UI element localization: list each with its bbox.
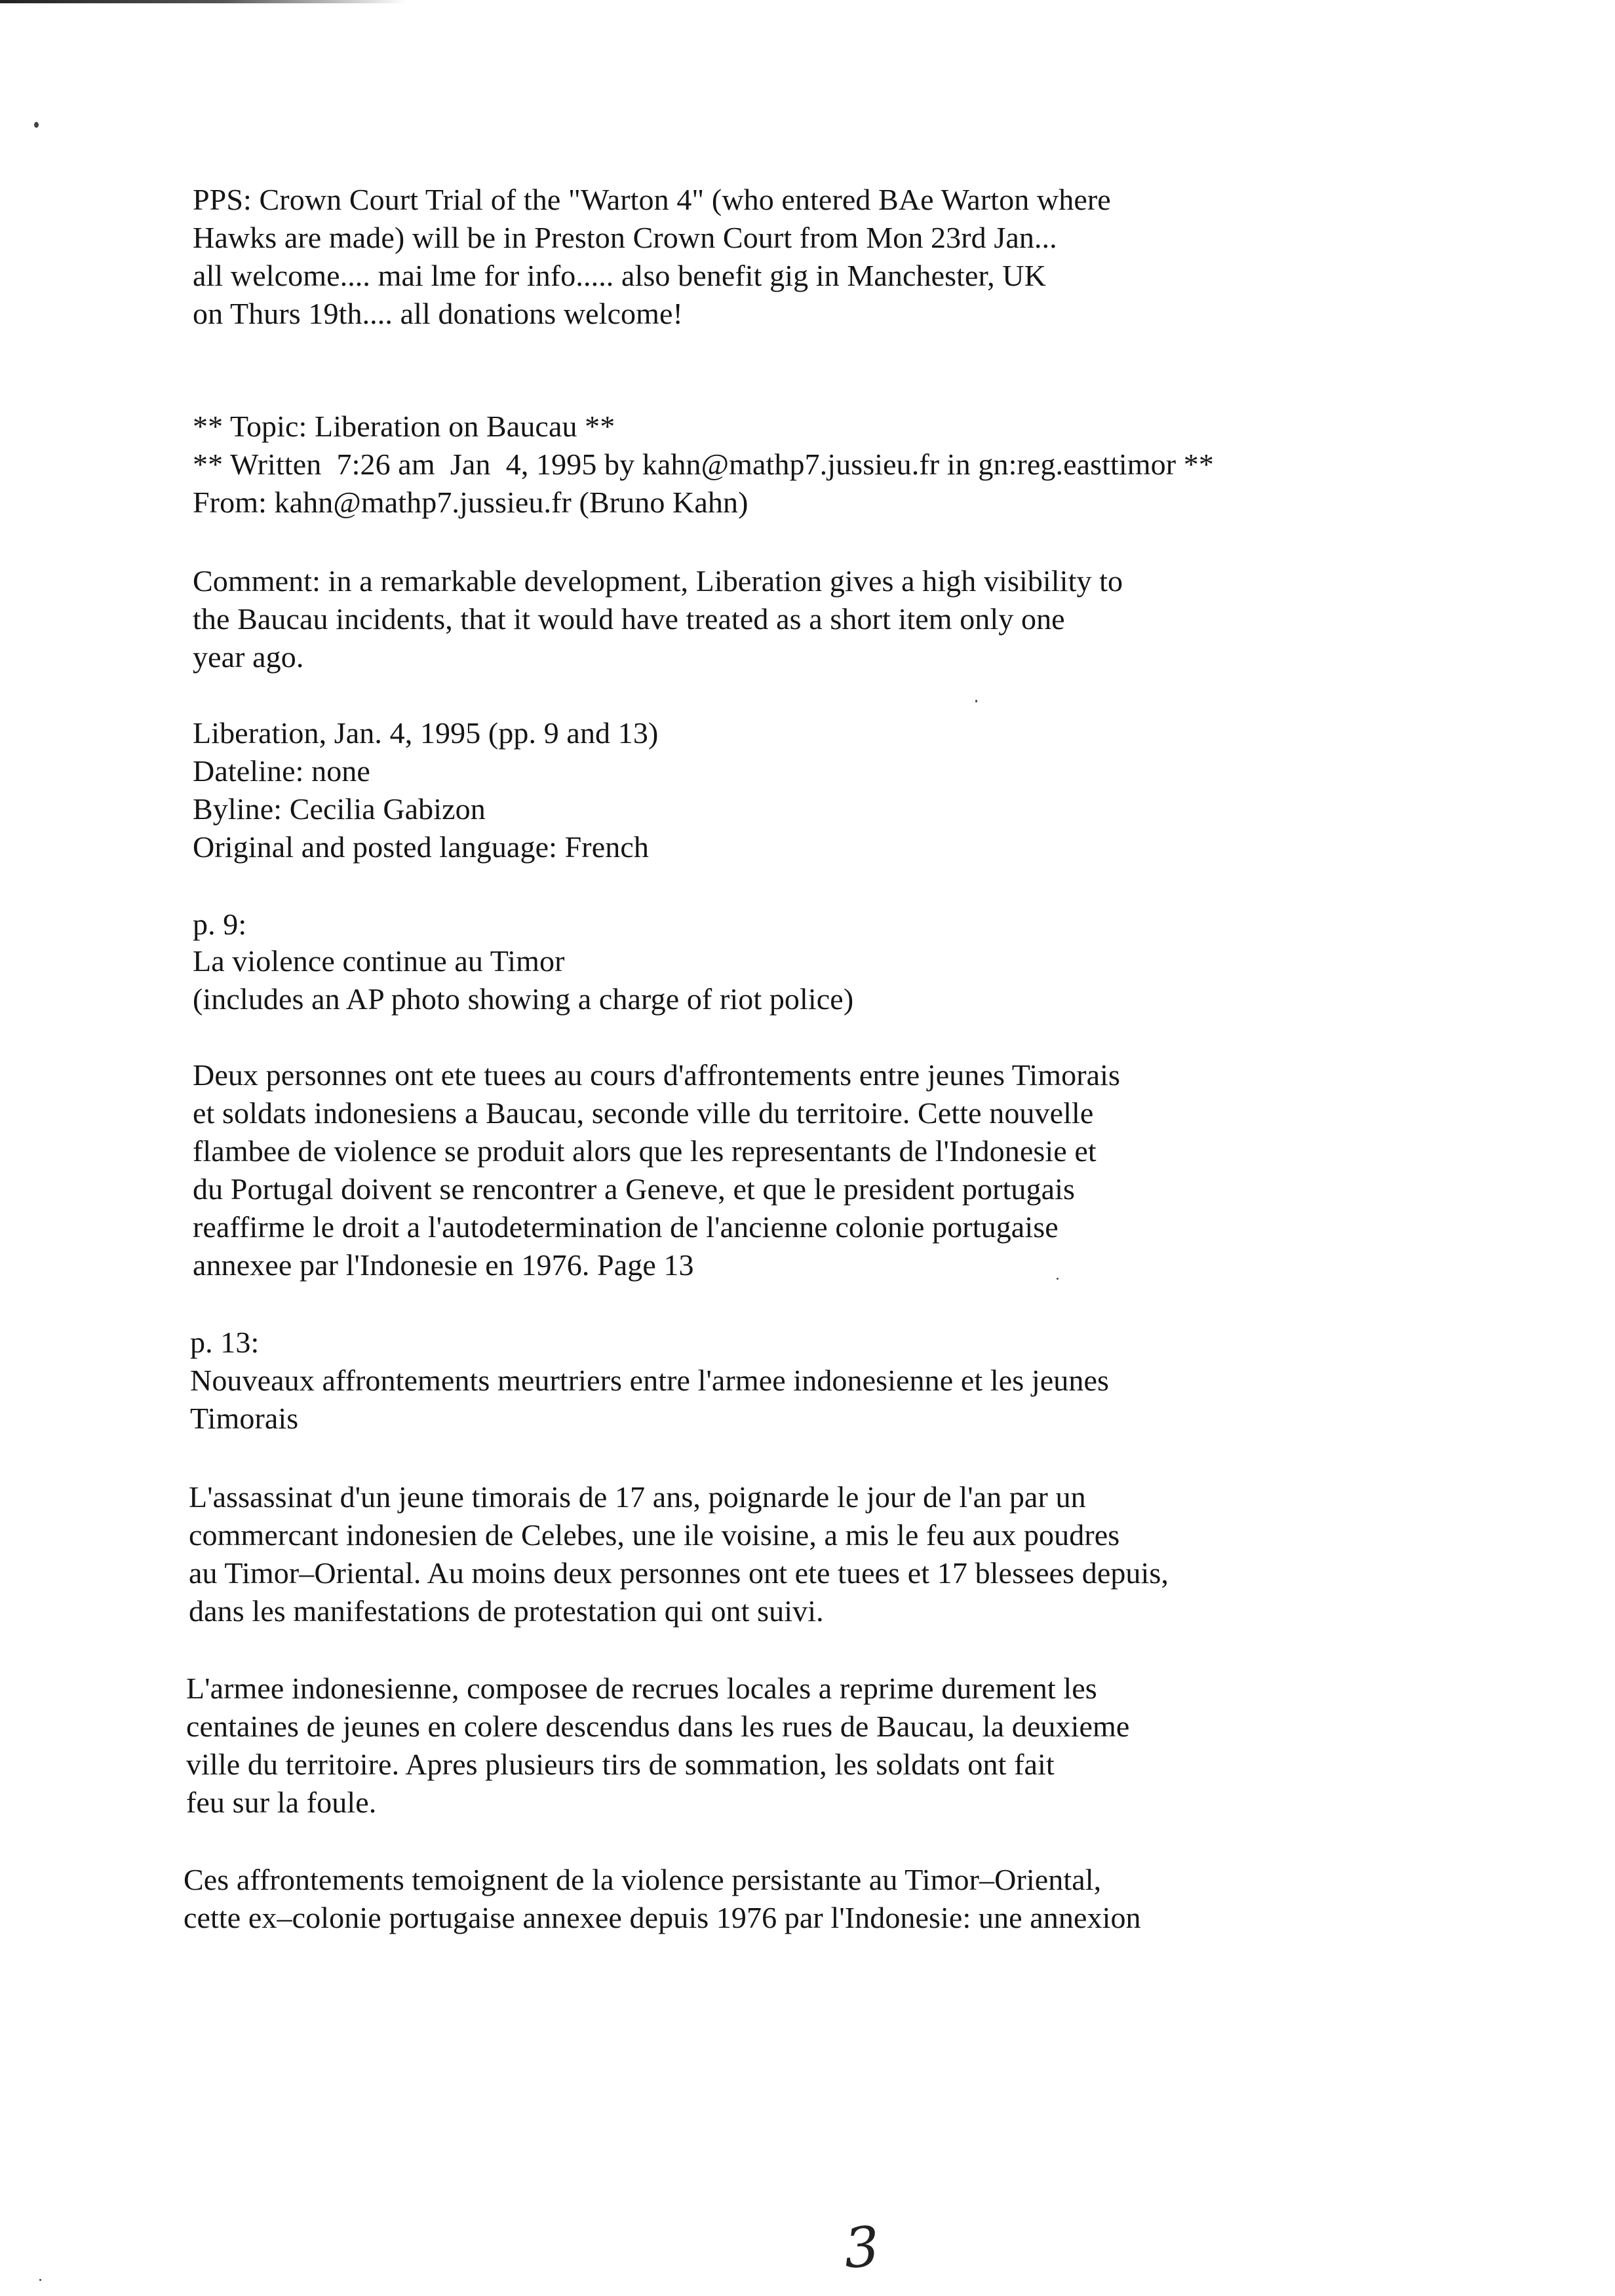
text-line: annexee par l'Indonesie en 1976. Page 13 (193, 1248, 694, 1282)
text-line: cette ex–colonie portugaise annexee depuis 1976 par l'Indonesie: une annexion (184, 1901, 1141, 1934)
scan-speck (1057, 1278, 1059, 1280)
text-line: flambee de violence se produit alors que les representants de l'Indonesie et (193, 1134, 1097, 1168)
topic-heading: ** Topic: Liberation on Baucau ** (193, 410, 615, 443)
article-headline: Nouveaux affrontements meurtriers entre l'armee indonesienne et les jeunes (190, 1364, 1109, 1397)
from-line: From: kahn@mathp7.jussieu.fr (Bruno Kahn) (193, 486, 749, 519)
page-ref: p. 13: (190, 1326, 260, 1359)
page-number: 3 (842, 2214, 882, 2281)
text-line: Hawks are made) will be in Preston Crown Court from Mon 23rd Jan... (193, 221, 1057, 254)
text-line: Ces affrontements temoignent de la violence persistante au Timor–Oriental, (184, 1863, 1102, 1896)
text-line: year ago. (193, 640, 304, 674)
text-line: Deux personnes ont ete tuees au cours d'affrontements entre jeunes Timorais (193, 1058, 1121, 1092)
scan-speck (34, 122, 39, 128)
scan-speck (39, 2279, 41, 2281)
article-headline: La violence continue au Timor (193, 944, 565, 978)
scan-speck (975, 700, 977, 702)
text-line: (includes an AP photo showing a charge of riot police) (193, 982, 854, 1016)
language-line: Original and posted language: French (193, 830, 649, 864)
text-line: PPS: Crown Court Trial of the "Warton 4" (who entered BAe Warton where (193, 183, 1111, 216)
text-line: all welcome.... mai lme for info..... also benefit gig in Manchester, UK (193, 259, 1046, 292)
page-ref: p. 9: (193, 908, 247, 941)
text-line: au Timor–Oriental. Au moins deux personnes ont ete tuees et 17 blessees depuis, (189, 1556, 1169, 1590)
text-line: feu sur la foule. (186, 1786, 377, 1819)
text-line: centaines de jeunes en colere descendus dans les rues de Baucau, la deuxieme (186, 1710, 1130, 1743)
dateline: Dateline: none (193, 754, 370, 788)
text-line: the Baucau incidents, that it would have treated as a short item only one (193, 602, 1065, 636)
article-headline: Timorais (190, 1402, 299, 1435)
scan-edge-mark (0, 0, 406, 3)
text-line: L'armee indonesienne, composee de recrues locales a reprime durement les (186, 1672, 1097, 1705)
text-line: dans les manifestations de protestation qui ont suivi. (189, 1594, 824, 1628)
written-line: ** Written 7:26 am Jan 4, 1995 by kahn@mathp7.jussieu.fr in gn:reg.easttimor ** (193, 448, 1214, 481)
text-line: du Portugal doivent se rencontrer a Geneve, et que le president portugais (193, 1172, 1075, 1206)
text-line: commercant indonesien de Celebes, une ile voisine, a mis le feu aux poudres (189, 1518, 1120, 1552)
text-line: Comment: in a remarkable development, Liberation gives a high visibility to (193, 564, 1123, 598)
text-line: L'assassinat d'un jeune timorais de 17 ans, poignarde le jour de l'an par un (189, 1480, 1086, 1514)
text-line: on Thurs 19th.... all donations welcome! (193, 297, 683, 330)
text-line: et soldats indonesiens a Baucau, seconde ville du territoire. Cette nouvelle (193, 1096, 1094, 1130)
source-line: Liberation, Jan. 4, 1995 (pp. 9 and 13) (193, 716, 659, 750)
byline: Byline: Cecilia Gabizon (193, 792, 486, 826)
text-line: reaffirme le droit a l'autodetermination de l'ancienne colonie portugaise (193, 1210, 1059, 1244)
text-line: ville du territoire. Apres plusieurs tirs de sommation, les soldats ont fait (186, 1748, 1055, 1781)
